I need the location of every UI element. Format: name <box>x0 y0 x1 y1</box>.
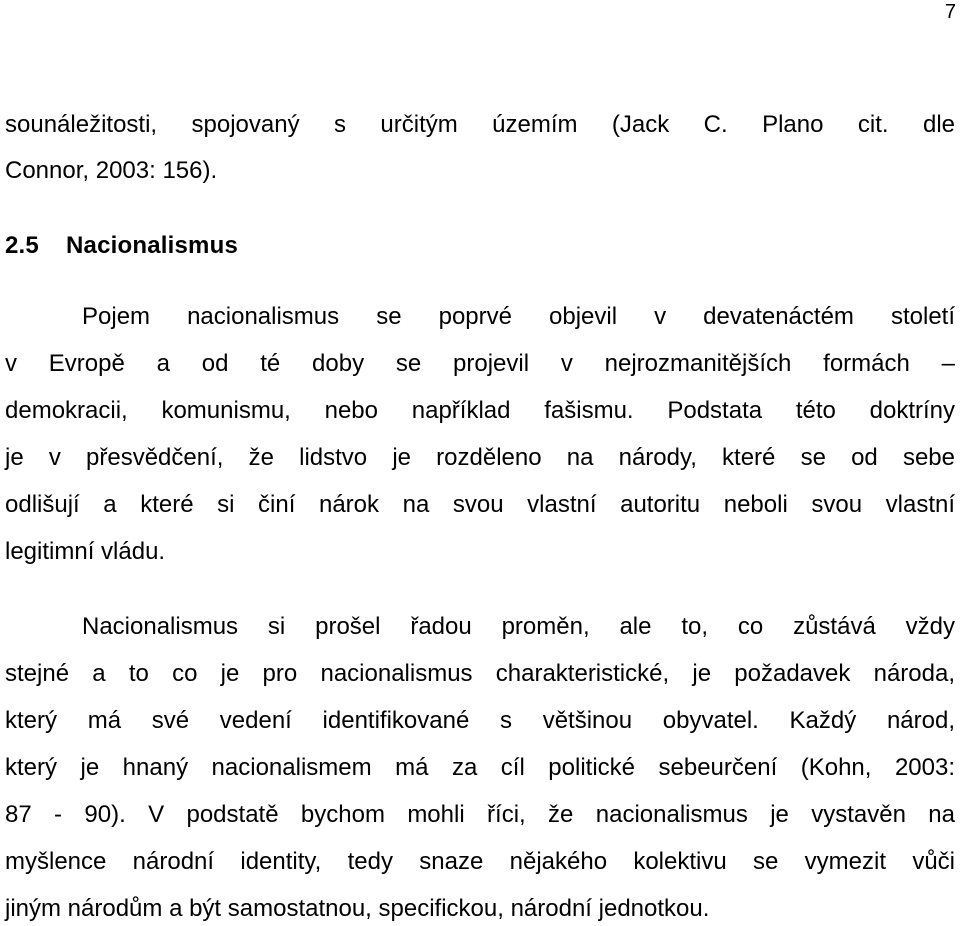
paragraph-2-line: Nacionalismus si prošel řadou proměn, ale to, co zůstává vždy <box>82 613 955 640</box>
paragraph-1-line: je v přesvědčení, že lidstvo je rozděleno na národy, které se od sebe <box>5 444 955 471</box>
paragraph-1-line: Pojem nacionalismus se poprvé objevil v devatenáctém století <box>82 303 955 330</box>
section-heading <box>5 231 955 261</box>
paragraph-2-line: myšlence národní identity, tedy snaze nějakého kolektivu se vymezit vůči <box>5 848 955 875</box>
paragraph-2-line: jiným národům a být samostatnou, specifickou, národní jednotkou. <box>5 895 710 922</box>
paragraph-2-line: 87 - 90). V podstatě bychom mohli říci, že nacionalismus je vystavěn na <box>5 801 955 828</box>
section-title: Nacionalismus <box>66 232 238 259</box>
paragraph-1-line: demokracii, komunismu, nebo například fašismu. Podstata této doktríny <box>5 397 955 424</box>
paragraph-1-line: v Evropě a od té doby se projevil v nejrozmanitějších formách – <box>5 350 955 377</box>
section-number: 2.5 <box>5 232 39 259</box>
paragraph-1-line: legitimní vládu. <box>5 538 166 565</box>
paragraph-2-line: který je hnaný nacionalismem má za cíl politické sebeurčení (Kohn, 2003: <box>5 754 955 781</box>
page-number: 7 <box>944 1 956 23</box>
text-line: sounáležitosti, spojovaný s určitým územím (Jack C. Plano cit. dle <box>5 111 955 138</box>
text-line: Connor, 2003: 156). <box>5 157 218 184</box>
paragraph-2-line: stejné a to co je pro nacionalismus charakteristické, je požadavek národa, <box>5 660 955 687</box>
paragraph-2-line: který má své vedení identifikované s většinou obyvatel. Každý národ, <box>5 707 955 734</box>
paragraph-1-line: odlišují a které si činí nárok na svou vlastní autoritu neboli svou vlastní <box>5 491 955 518</box>
